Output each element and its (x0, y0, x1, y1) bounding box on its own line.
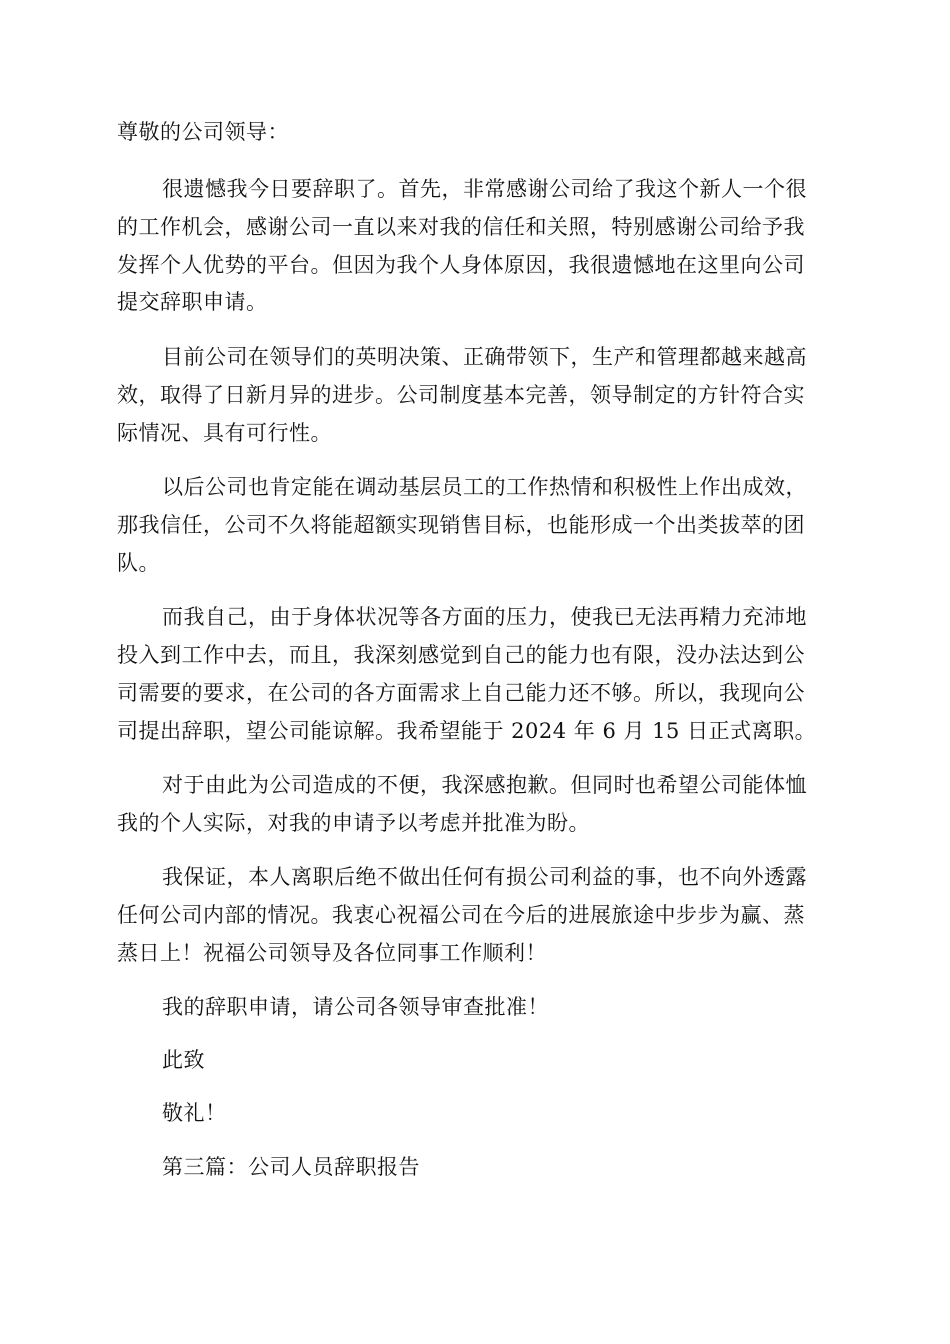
paragraph-4-line-4: 司提出辞职，望公司能谅解。我希望能于 2024 年 6 月 15 日正式离职。 (117, 719, 817, 743)
paragraph-5-line-1: 对于由此为公司造成的不便，我深感抱歉。但同时也希望公司能体恤 (162, 773, 807, 797)
paragraph-4-line-3: 司需要的要求，在公司的各方面需求上自己能力还不够。所以，我现向公 (117, 681, 805, 705)
paragraph-6-line-2: 任何公司内部的情况。我衷心祝福公司在今后的进展旅途中步步为赢、蒸 (117, 903, 805, 927)
paragraph-1-line-1: 很遗憾我今日要辞职了。首先，非常感谢公司给了我这个新人一个很 (162, 177, 807, 201)
closing-line-2: 敬礼！ (162, 1101, 227, 1125)
paragraph-4-line-2: 投入到工作中去，而且，我深刻感觉到自己的能力也有限，没办法达到公 (117, 643, 805, 667)
paragraph-1-line-4: 提交辞职申请。 (117, 290, 268, 314)
closing-line-1: 此致 (162, 1048, 205, 1072)
paragraph-6-line-1: 我保证，本人离职后绝不做出任何有损公司利益的事，也不向外透露 (162, 865, 807, 889)
paragraph-2-line-1: 目前公司在领导们的英明决策、正确带领下，生产和管理都越来越高 (162, 345, 807, 369)
paragraph-1-line-3: 发挥个人优势的平台。但因为我个人身体原因，我很遗憾地在这里向公司 (117, 253, 805, 277)
paragraph-1-line-2: 的工作机会，感谢公司一直以来对我的信任和关照，特别感谢公司给予我 (117, 215, 805, 239)
paragraph-2-line-2: 效，取得了日新月异的进步。公司制度基本完善，领导制定的方针符合实 (117, 383, 805, 407)
paragraph-6-line-3: 蒸日上！祝福公司领导及各位同事工作顺利！ (117, 941, 547, 965)
paragraph-5-line-2: 我的个人实际，对我的申请予以考虑并批准为盼。 (117, 811, 590, 835)
next-section-title: 第三篇：公司人员辞职报告 (162, 1155, 420, 1179)
paragraph-3-line-2: 那我信任，公司不久将能超额实现销售目标，也能形成一个出类拔萃的团 (117, 513, 805, 537)
paragraph-7-line-1: 我的辞职申请，请公司各领导审查批准！ (162, 995, 549, 1019)
paragraph-2-line-3: 际情况、具有可行性。 (117, 421, 332, 445)
salutation: 尊敬的公司领导： (117, 120, 289, 144)
paragraph-3-line-1: 以后公司也肯定能在调动基层员工的工作热情和积极性上作出成效， (162, 475, 807, 499)
paragraph-3-line-3: 队。 (117, 551, 160, 575)
paragraph-4-line-1: 而我自己，由于身体状况等各方面的压力，使我已无法再精力充沛地 (162, 605, 807, 629)
